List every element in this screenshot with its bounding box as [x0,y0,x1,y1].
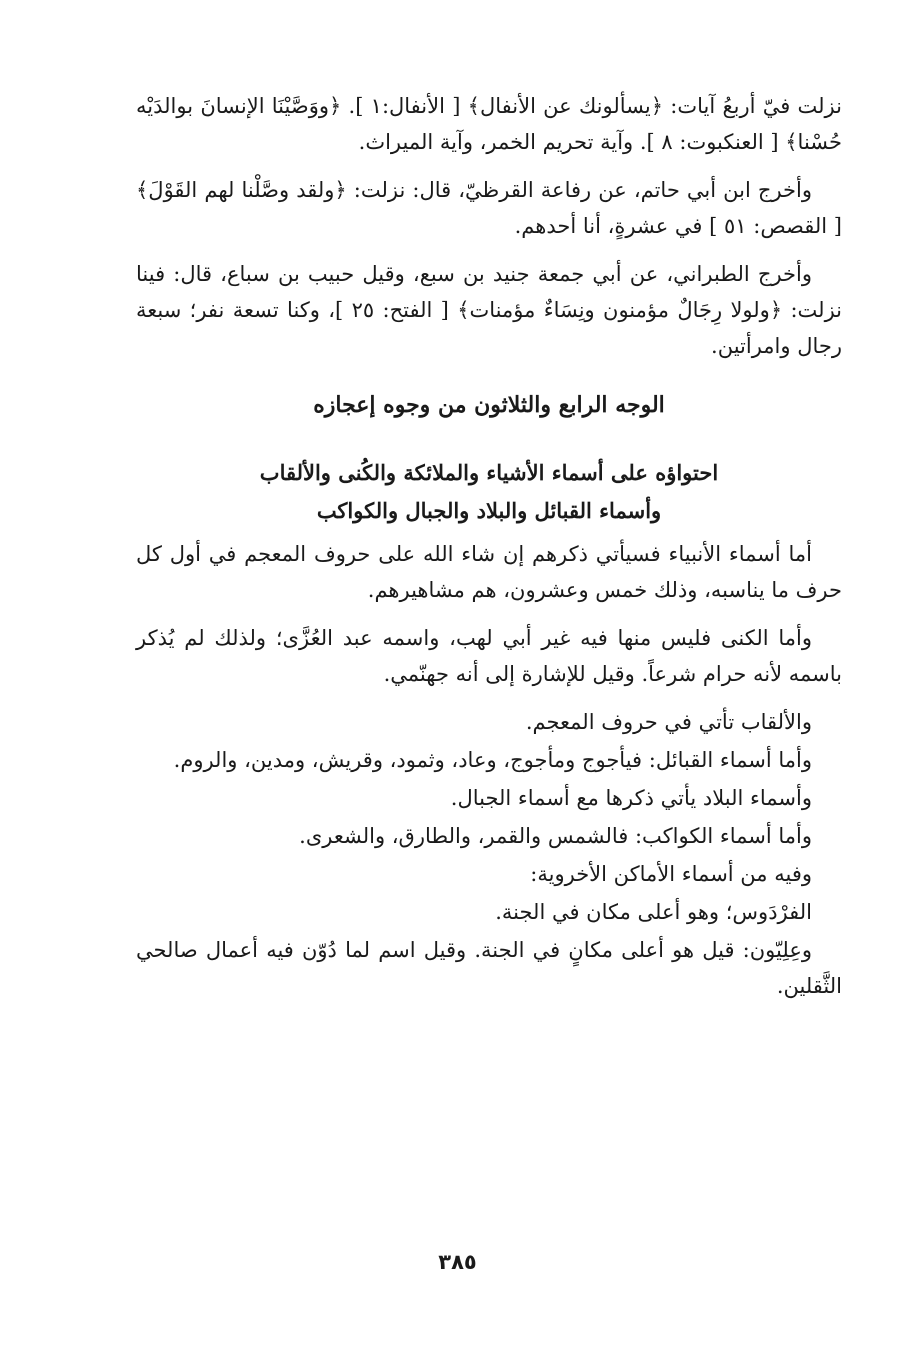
paragraph-firdaws: الفرْدَوس؛ وهو أعلى مكان في الجنة. [495,900,812,924]
page-number: ٣٨٥ [438,1250,477,1274]
paragraph-tabarani: وأخرج الطبراني، عن أبي جمعة جنيد بن سبع، وقيل حبيب بن سباع، قال: فينا نزلت: ﴿ولولا رِجَالٌ مؤمنون ونِسَاءٌ مؤمنات﴾ [ الفتح: ٢٥ ]، وكنا تسعة نفر؛ سبعة رجال وامرأتين. [136,262,842,358]
paragraph-countries: وأسماء البلاد يأتي ذكرها مع أسماء الجبال. [450,786,812,810]
section-title: الوجه الرابع والثلاثون من وجوه إعجازه [313,392,665,418]
paragraph-kunya: وأما الكنى فليس منها فيه غير أبي لهب، واسمه عبد العُزَّى؛ ولذلك لم يُذكر باسمه لأنه حرام شرعاً. وقيل للإشارة إلى أنه جهنّمي. [136,626,842,686]
sub-title-line-1: احتواؤه على أسماء الأشياء والملائكة والكُنى والألقاب [259,460,719,485]
paragraph-titles: والألقاب تأتي في حروف المعجم. [525,710,812,734]
page-body [136,88,842,1006]
paragraph-prophets-names: أما أسماء الأنبياء فسيأتي ذكرهم إن شاء الله على حروف المعجم في أول كل حرف ما يناسبه، وذلك خمس وعشرون، هم مشاهيرهم. [136,542,842,602]
paragraph-rifaa-qurazi: وأخرج ابن أبي حاتم، عن رفاعة القرظيّ، قال: نزلت: ﴿ولقد وصَّلْنا لهم القَوْلَ﴾ [ القصص: ٥١ ] في عشرةٍ، أنا أحدهم. [136,178,842,238]
paragraph-illiyyun: وعِلِيّون: قيل هو أعلى مكانٍ في الجنة. وقيل اسم لما دُوّن فيه أعمال صالحي الثَّقلين. [136,938,842,998]
paragraph-revelation-verses: نزلت فيّ أربعُ آيات: ﴿يسألونك عن الأنفال﴾ [ الأنفال:١ ]. ﴿ووَصَّيْنَا الإنسانَ بوالدَيْه حُسْنا﴾ [ العنكبوت: ٨ ]. وآية تحريم الخمر، وآية الميراث. [136,94,842,154]
paragraph-tribes: وأما أسماء القبائل: فيأجوج ومأجوج، وعاد، وثمود، وقريش، ومدين، والروم. [173,748,812,772]
paragraph-planets: وأما أسماء الكواكب: فالشمس والقمر، والطارق، والشعرى. [299,824,812,848]
sub-title [136,454,842,530]
sub-title-line-2: وأسماء القبائل والبلاد والجبال والكواكب [316,498,662,523]
paragraph-afterlife-places: وفيه من أسماء الأماكن الأخروية: [530,862,812,886]
